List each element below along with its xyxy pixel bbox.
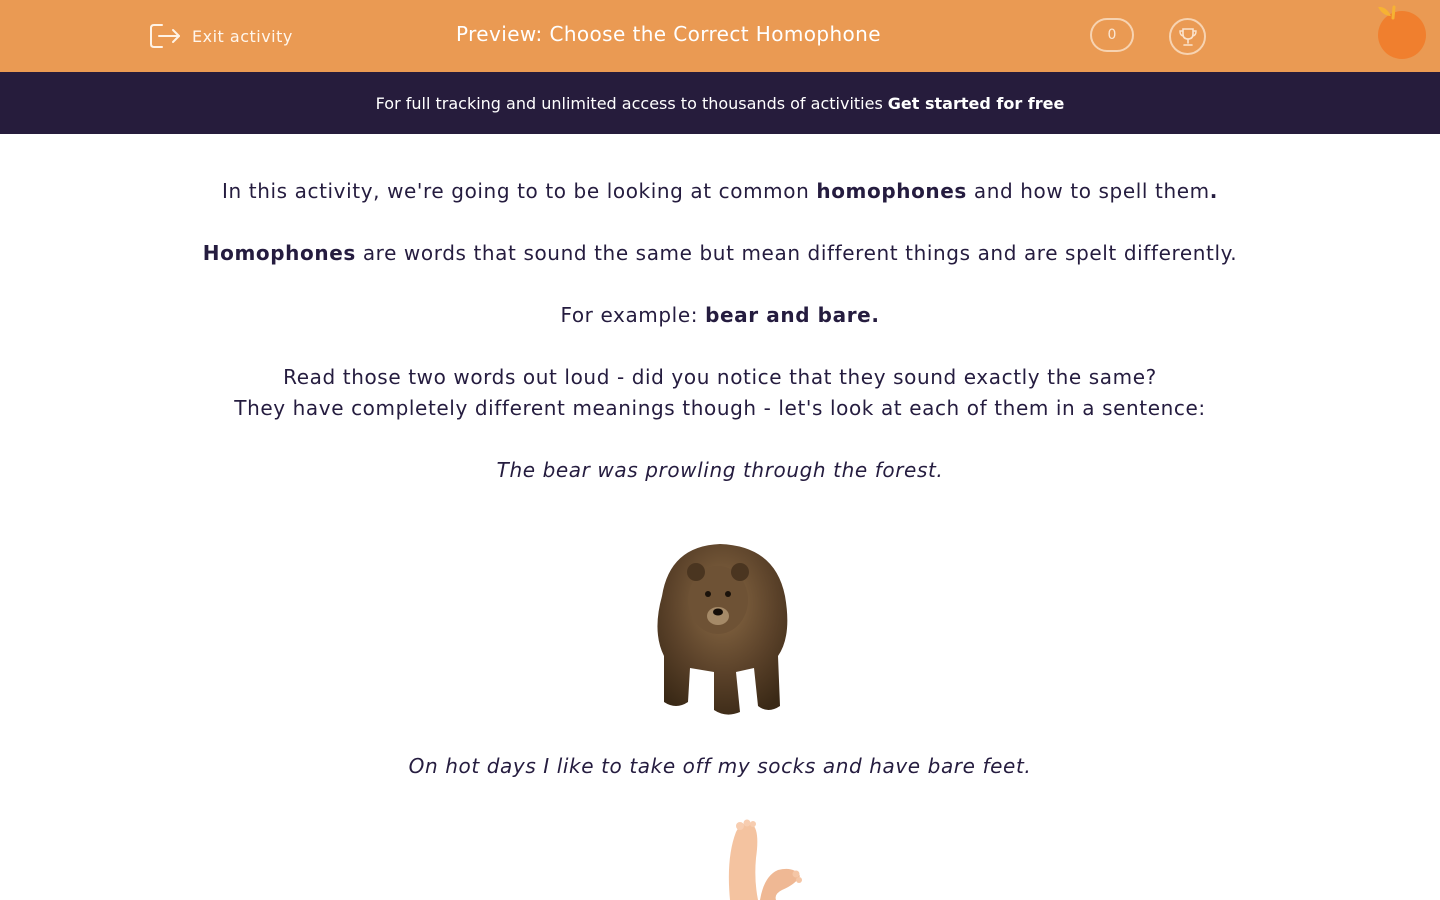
meanings-line: They have completely different meanings though - let's look at each of them in a sentence: bbox=[234, 396, 1206, 420]
intro-paragraph bbox=[0, 179, 1440, 203]
bare-example-sentence bbox=[0, 754, 1440, 778]
example-paragraph bbox=[0, 303, 1440, 327]
orange-fruit-logo bbox=[1372, 4, 1432, 62]
example-label: For example: bbox=[560, 303, 699, 327]
intro-period: . bbox=[1209, 179, 1218, 203]
trophy-icon bbox=[1177, 26, 1199, 48]
get-started-link[interactable]: Get started for free bbox=[887, 93, 1065, 113]
upgrade-banner bbox=[0, 72, 1440, 134]
intro-text-end: and how to spell them bbox=[973, 179, 1210, 203]
exit-activity-label: Exit activity bbox=[192, 26, 293, 46]
read-aloud-line: Read those two words out loud - did you notice that they sound exactly the same? bbox=[283, 365, 1157, 389]
definition-text: are words that sound the same but mean different things and are spelt differently. bbox=[362, 241, 1238, 265]
activity-title: Preview: Choose the Correct Homophone bbox=[456, 22, 881, 46]
bear-sentence-text: The bear was prowling through the forest. bbox=[496, 458, 944, 482]
bare-sentence-text: On hot days I like to take off my socks and have bare feet. bbox=[408, 754, 1032, 778]
bear-example-sentence bbox=[0, 458, 1440, 482]
definition-paragraph bbox=[0, 241, 1440, 265]
exit-activity-button[interactable] bbox=[148, 20, 293, 52]
top-bar bbox=[0, 0, 1440, 72]
homophones-keyword: homophones bbox=[816, 179, 967, 203]
bear-image bbox=[640, 536, 800, 720]
trophy-button[interactable] bbox=[1169, 18, 1206, 55]
banner-text: For full tracking and unlimited access to thousands of activities bbox=[375, 93, 883, 113]
intro-text-start: In this activity, we're going to to be looking at common bbox=[222, 179, 810, 203]
example-words: bear and bare. bbox=[705, 303, 880, 327]
exit-icon bbox=[148, 22, 182, 50]
bare-feet-image bbox=[716, 818, 806, 900]
score-badge: 0 bbox=[1090, 18, 1134, 52]
definition-keyword: Homophones bbox=[202, 241, 356, 265]
